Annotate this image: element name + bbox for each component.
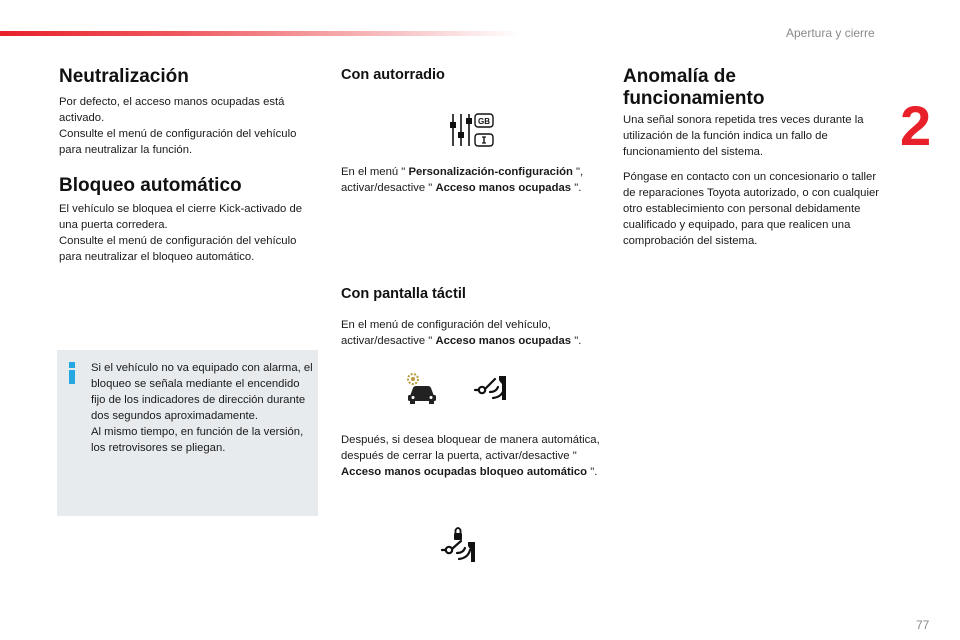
anomalia-body bbox=[623, 112, 885, 249]
info-text bbox=[91, 360, 313, 456]
header-accent-bar bbox=[0, 31, 520, 36]
autorradio-text: En el menú " Personalización-configuración ", activar/desactive " Acceso manos ocupadas ". bbox=[341, 166, 584, 194]
page-number: 77 bbox=[916, 618, 930, 632]
chapter-number: 2 bbox=[900, 94, 932, 157]
hands-free-access-icon bbox=[473, 370, 513, 406]
heading-con-pantalla-tactil: Con pantalla táctil bbox=[341, 286, 466, 302]
option-acceso-manos-ocupadas-tactil: Acceso manos ocupadas bbox=[435, 335, 572, 347]
pantalla-text: En el menú de configuración del vehículo, activar/desactive " Acceso manos ocupadas ". bbox=[341, 319, 582, 347]
info-icon bbox=[68, 362, 76, 384]
gb-label: GB bbox=[478, 117, 490, 126]
anomalia-para-2: Póngase en contacto con un concesionario o taller de reparaciones Toyota autorizado, o con cualquier otro establecimiento con personal debidamente cualificado y equipado, para que realicen una comprobación del sistema. bbox=[623, 171, 880, 247]
heading-anomalia: Anomalía de funcionamiento bbox=[623, 66, 765, 109]
info-box bbox=[57, 350, 318, 516]
neutralizacion-para-1: Por defecto, el acceso manos ocupadas está activado. bbox=[59, 96, 285, 124]
info-line-2: Al mismo tiempo, en función de la versión, los retrovisores se pliegan. bbox=[91, 426, 304, 454]
heading-neutralizacion: Neutralización bbox=[59, 66, 189, 87]
anomalia-para-1: Una señal sonora repetida tres veces durante la utilización de la función indica un fallo de funcionamiento del sistema. bbox=[623, 114, 864, 158]
neutralizacion-para-2: Consulte el menú de configuración del vehículo para neutralizar la función. bbox=[59, 128, 297, 156]
hands-free-lock-icon bbox=[440, 526, 482, 566]
heading-con-autorradio: Con autorradio bbox=[341, 67, 445, 83]
menu-personalizacion: Personalización-configuración bbox=[408, 166, 573, 178]
option-acceso-manos-ocupadas: Acceso manos ocupadas bbox=[435, 182, 572, 194]
bloqueo-para-2: Consulte el menú de configuración del vehículo para neutralizar el bloqueo automático. bbox=[59, 235, 297, 263]
pantalla-after-text: Después, si desea bloquear de manera automática, después de cerrar la puerta, activar/desactive " Acceso manos ocupadas bloqueo automático ". bbox=[341, 434, 600, 478]
car-settings-icon bbox=[403, 370, 439, 406]
neutralizacion-body bbox=[59, 94, 321, 158]
bloqueo-body bbox=[59, 201, 321, 265]
section-title: Apertura y cierre bbox=[786, 26, 875, 40]
bloqueo-para-1: El vehículo se bloquea el cierre Kick-activado de una puerta corredera. bbox=[59, 203, 303, 231]
info-line-1: Si el vehículo no va equipado con alarma, el bloqueo se señala mediante el encendido fijo de los indicadores de dirección durante dos segundos aproximadamente. bbox=[91, 362, 313, 422]
option-bloqueo-automatico: Acceso manos ocupadas bloqueo automático bbox=[341, 466, 588, 478]
settings-sliders-icon bbox=[449, 112, 495, 150]
heading-bloqueo-automatico: Bloqueo automático bbox=[59, 175, 242, 196]
